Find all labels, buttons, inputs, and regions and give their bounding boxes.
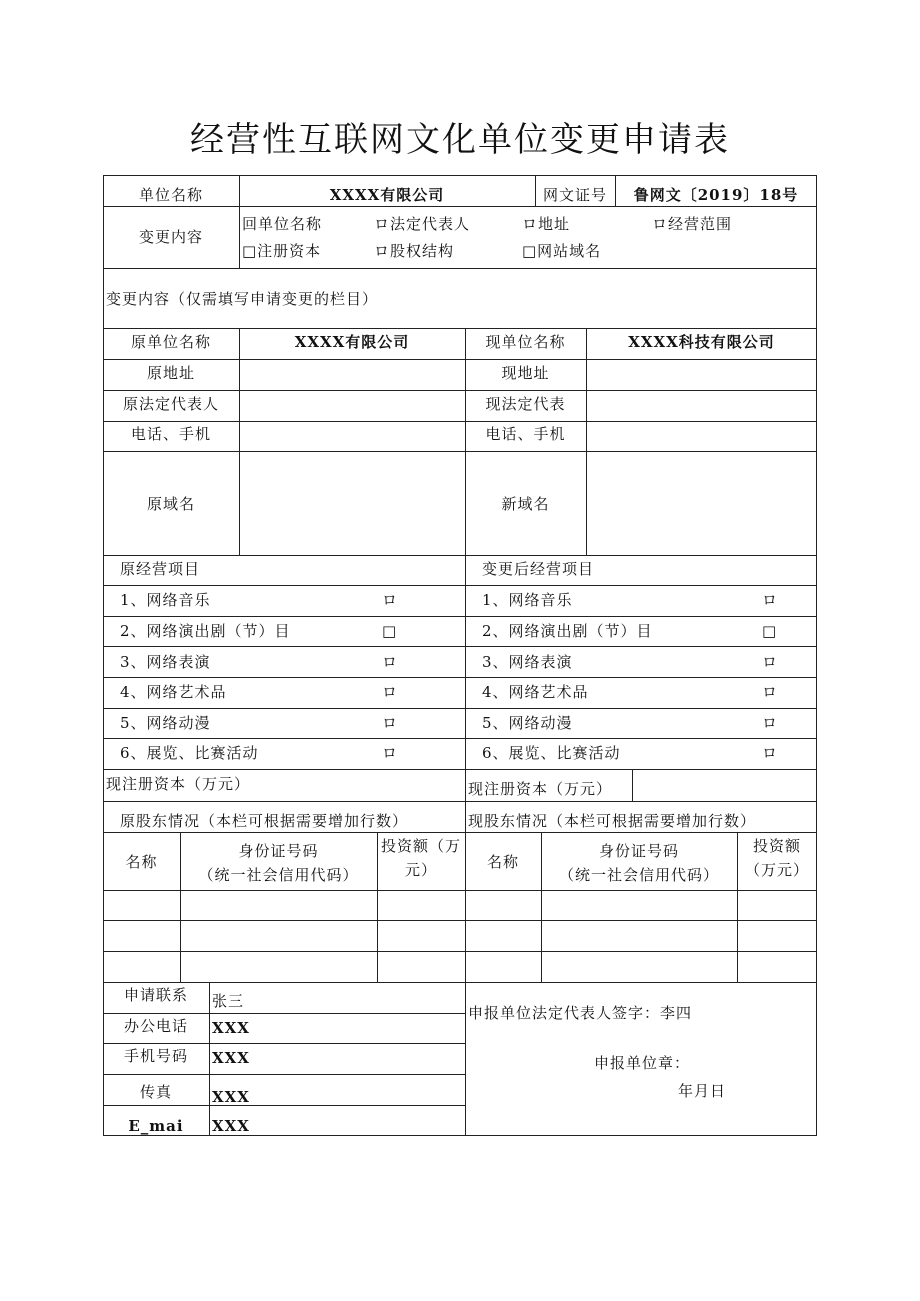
orig-item-exhibition-checkbox[interactable]: ロ — [382, 744, 399, 762]
new-item-art-checkbox[interactable]: ロ — [762, 683, 779, 701]
orig-item-music-checkbox[interactable]: ロ — [382, 591, 399, 609]
orig-col-id-line2: （统一社会信用代码） — [198, 866, 359, 884]
new-shareholders-header: 现股东情况（本栏可根据需要增加行数） — [468, 812, 757, 830]
new-legal-rep-label: 现法定代表 — [485, 395, 566, 413]
orig-col-name: 名称 — [125, 853, 158, 871]
new-item-art: 4、网络艺术品 — [482, 683, 589, 701]
new-col-invest-line1: 投资额 — [752, 837, 801, 855]
orig-shareholders-header: 原股东情况（本栏可根据需要增加行数） — [120, 812, 409, 830]
unit-name-value: XXXX有限公司 — [329, 186, 445, 204]
legal-rep-signature: 申报单位法定代表人签字：李四 — [468, 1004, 693, 1022]
checkbox-legal-rep[interactable]: ロ法定代表人 — [374, 215, 471, 233]
new-col-id-line1: 身份证号码 — [598, 842, 679, 860]
new-item-animation-checkbox[interactable]: ロ — [762, 714, 779, 732]
license-label: 网文证号 — [542, 186, 607, 204]
contact-person-label: 申请联系 — [123, 986, 188, 1004]
fax-value: XXX — [212, 1088, 250, 1106]
orig-col-invest-line1: 投资额（万 — [380, 837, 461, 855]
checkbox-address[interactable]: ロ地址 — [522, 215, 571, 233]
new-phone-label: 电话、手机 — [485, 425, 566, 443]
new-item-music-checkbox[interactable]: ロ — [762, 591, 779, 609]
orig-col-invest-line2: 元） — [404, 861, 437, 879]
orig-col-id-line1: 身份证号码 — [238, 842, 319, 860]
email-value: XXX — [212, 1117, 250, 1135]
office-phone-value: XXX — [212, 1019, 250, 1037]
orig-item-performance: 3、网络表演 — [120, 653, 211, 671]
contact-person-value: 张三 — [212, 992, 245, 1010]
orig-name-label: 原单位名称 — [130, 333, 211, 351]
orig-item-animation-checkbox[interactable]: ロ — [382, 714, 399, 732]
orig-capital-label: 现注册资本（万元） — [106, 775, 251, 793]
orig-business-header: 原经营项目 — [120, 560, 201, 578]
orig-legal-rep-label: 原法定代表人 — [122, 395, 219, 413]
orig-item-art-checkbox[interactable]: ロ — [382, 683, 399, 701]
new-col-id-line2: （统一社会信用代码） — [558, 866, 719, 884]
new-address-label: 现地址 — [501, 364, 550, 382]
new-col-invest-line2: （万元） — [744, 861, 809, 879]
new-domain-label: 新域名 — [501, 495, 550, 513]
checkbox-unit-name[interactable]: 回单位名称 — [242, 215, 323, 233]
checkbox-equity-structure[interactable]: ロ股权结构 — [374, 242, 455, 260]
mobile-value: XXX — [212, 1049, 250, 1067]
new-item-exhibition: 6、展览、比赛活动 — [482, 744, 621, 762]
orig-domain-label: 原域名 — [146, 495, 195, 513]
orig-item-music: 1、网络音乐 — [120, 591, 211, 609]
sign-date: 年月日 — [678, 1082, 727, 1100]
unit-name-label: 单位名称 — [138, 186, 203, 204]
new-item-music: 1、网络音乐 — [482, 591, 573, 609]
orig-item-performance-checkbox[interactable]: ロ — [382, 653, 399, 671]
checkbox-website-domain[interactable]: □网站域名 — [522, 242, 602, 260]
orig-address-label: 原地址 — [146, 364, 195, 382]
new-col-name: 名称 — [486, 853, 519, 871]
email-label: E_mai — [128, 1117, 184, 1135]
new-item-performance-checkbox[interactable]: ロ — [762, 653, 779, 671]
unit-seal-label: 申报单位章： — [594, 1054, 691, 1072]
license-value: 鲁网文〔2019〕18号 — [633, 186, 799, 204]
change-type-label: 变更内容 — [138, 228, 203, 246]
new-item-animation: 5、网络动漫 — [482, 714, 573, 732]
fax-label: 传真 — [139, 1083, 172, 1101]
orig-item-performance-program-checkbox[interactable]: □ — [382, 622, 398, 640]
orig-name-value: XXXX有限公司 — [294, 333, 410, 351]
new-capital-label: 现注册资本（万元） — [468, 780, 613, 798]
page-title: 经营性互联网文化单位变更申请表 — [190, 120, 730, 160]
orig-phone-label: 电话、手机 — [130, 425, 211, 443]
orig-item-performance-program: 2、网络演出剧（节）目 — [120, 622, 291, 640]
new-name-value: XXXX科技有限公司 — [628, 333, 775, 351]
orig-item-exhibition: 6、展览、比赛活动 — [120, 744, 259, 762]
new-business-header: 变更后经营项目 — [482, 560, 595, 578]
orig-item-animation: 5、网络动漫 — [120, 714, 211, 732]
office-phone-label: 办公电话 — [123, 1017, 188, 1035]
checkbox-business-scope[interactable]: ロ经营范围 — [652, 215, 733, 233]
checkbox-registered-capital[interactable]: □注册资本 — [242, 242, 322, 260]
change-note: 变更内容（仅需填写申请变更的栏目） — [106, 290, 379, 308]
new-name-label: 现单位名称 — [485, 333, 566, 351]
orig-item-art: 4、网络艺术品 — [120, 683, 227, 701]
new-item-performance-program-checkbox[interactable]: □ — [762, 622, 778, 640]
new-item-exhibition-checkbox[interactable]: ロ — [762, 744, 779, 762]
new-item-performance-program: 2、网络演出剧（节）目 — [482, 622, 653, 640]
new-item-performance: 3、网络表演 — [482, 653, 573, 671]
mobile-label: 手机号码 — [123, 1047, 188, 1065]
